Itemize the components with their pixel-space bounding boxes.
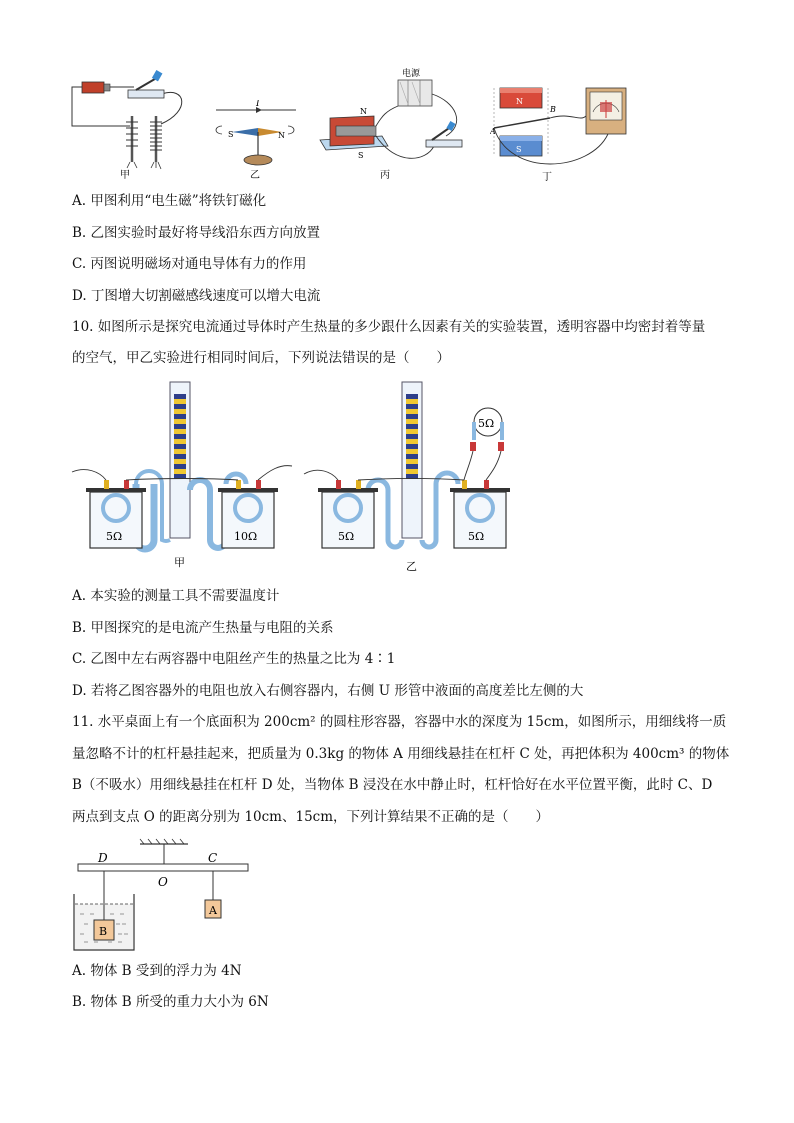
figure-ding (490, 82, 640, 182)
figure-bing (316, 66, 466, 182)
q10-option-a: A. 本实验的测量工具不需要温度计 (72, 588, 280, 604)
svg-text:电源: 电源 (402, 69, 421, 79)
q11-option-b: B. 物体 B 所受的重力大小为 6N (72, 994, 269, 1010)
figure-yi-caption: 乙 (250, 170, 260, 181)
q10-stem-line2: 的空气，甲乙实验进行相同时间后，下列说法错误的是（ ） (72, 350, 450, 366)
figure-ding-caption: 丁 (542, 172, 552, 182)
q10-stem-line1: 10. 如图所示是探究电流通过导体时产生热量的多少跟什么因素有关的实验装置，透明容器中均密封着等量 (72, 319, 706, 335)
q11-stem-line1: 11. 水平桌面上有一个底面积为 200cm² 的圆柱形容器，容器中水的深度为 15cm，如图所示，用细线将一质 (72, 714, 727, 730)
figure-jia-caption: 甲 (120, 170, 130, 181)
q9-option-a: A. 甲图利用“电生磁”将铁钉磁化 (72, 193, 267, 209)
q10-figure-jia-caption: 甲 (174, 556, 185, 569)
q10-figure-yi (302, 380, 528, 572)
q9-option-b: B. 乙图实验时最好将导线沿东西方向放置 (72, 225, 321, 241)
q10-option-b: B. 甲图探究的是电流产生热量与电阻的关系 (72, 620, 334, 636)
svg-text:N: N (516, 97, 523, 106)
svg-text:5Ω: 5Ω (468, 530, 485, 543)
svg-text:S: S (358, 151, 364, 160)
svg-text:10Ω: 10Ω (234, 530, 258, 543)
q11-stem-line3: B（不吸水）用细线悬挂在杠杆 D 处，当物体 B 浸没在水中静止时，杠杆恰好在水平位置平衡，此时 C、D (72, 777, 713, 793)
q11-stem-line2: 量忽略不计的杠杆悬挂起来，把质量为 0.3kg 的物体 A 用细线悬挂在杠杆 C 处，再把体积为 400cm³ 的物体 (72, 746, 730, 762)
svg-text:I: I (256, 100, 260, 109)
q10-figure-jia (70, 380, 296, 572)
q10-option-c: C. 乙图中左右两容器中电阻丝产生的热量之比为 4∶1 (72, 651, 396, 667)
svg-text:B: B (550, 105, 556, 114)
svg-text:S: S (228, 130, 234, 139)
q10-option-d: D. 若将乙图容器外的电阻也放入右侧容器内，右侧 U 形管中液面的高度差比左侧的大 (72, 683, 584, 699)
svg-text:N: N (360, 107, 367, 116)
svg-text:S: S (516, 145, 522, 154)
svg-text:5Ω: 5Ω (106, 530, 123, 543)
svg-text:O: O (158, 875, 168, 889)
q11-option-a: A. 物体 B 受到的浮力为 4N (72, 963, 242, 979)
svg-text:5Ω: 5Ω (478, 417, 495, 430)
q11-stem-line4: 两点到支点 O 的距离分别为 10cm、15cm，下列计算结果不正确的是（ ） (72, 809, 550, 825)
svg-text:B: B (99, 925, 108, 938)
figure-jia (66, 66, 196, 182)
q9-option-d: D. 丁图增大切割磁感线速度可以增大电流 (72, 288, 321, 304)
svg-text:D: D (98, 851, 108, 865)
q9-option-c: C. 丙图说明磁场对通电导体有力的作用 (72, 256, 307, 272)
svg-text:5Ω: 5Ω (338, 530, 355, 543)
svg-text:N: N (278, 131, 285, 140)
figure-bing-caption: 丙 (380, 170, 390, 181)
svg-text:A: A (209, 904, 217, 917)
svg-text:C: C (208, 851, 218, 865)
figure-yi (212, 100, 302, 182)
svg-text:A: A (490, 127, 496, 136)
q10-figure-yi-caption: 乙 (406, 560, 417, 572)
q11-lever-figure (70, 838, 260, 956)
